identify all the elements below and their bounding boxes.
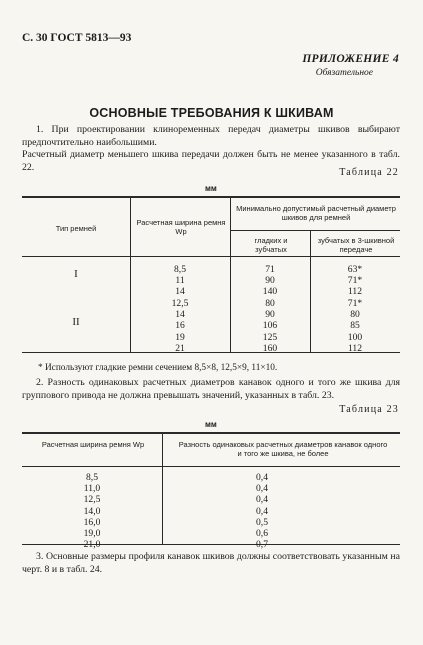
table23-caption: Таблица 23 (339, 404, 399, 415)
table23-top-rule (22, 432, 400, 434)
table22-row-smooth: 80 90 106 125 160 (262, 298, 278, 354)
table22-row-type: II (72, 316, 80, 328)
table22-header-rule (22, 256, 400, 257)
table22-subheader-rule (230, 230, 400, 231)
paragraph-1: 1. При проектировании клиноременных передач диаметры шкивов выбирают предпочтительно наибольшими. (22, 124, 400, 148)
table22-header-toothed: зубчатых в 3-шкивной передаче (317, 236, 395, 254)
appendix-title: ПРИЛОЖЕНИЕ 4 (302, 53, 399, 65)
section-heading: ОСНОВНЫЕ ТРЕБОВАНИЯ К ШКИВАМ (89, 106, 334, 120)
table22-header-smooth: гладких и зубчатых (254, 236, 288, 254)
table23-col-diffs: 0,4 0,4 0,4 0,4 0,5 0,6 0,7 (256, 472, 268, 551)
table22-header-min-diam: Минимально допустимый расчетный диаметр шкивов для ремней (236, 204, 396, 222)
table23-col-widths: 8,5 11,0 12,5 14,0 16,0 19,0 21,0 (83, 472, 101, 551)
table22-row-widths: 12,5 14 16 19 21 (171, 298, 189, 354)
table22-header-type: Тип ремней (55, 224, 97, 233)
table22-footnote: * Используют гладкие ремни сечением 8,5×8, 12,5×9, 11×10. (38, 363, 278, 373)
table22-row-toothed: 63* 71* 112 (347, 264, 363, 298)
table22-row-widths: 8,5 11 14 (174, 264, 186, 298)
paragraph-4: 3. Основные размеры профиля канавок шкивов должны соответствовать указанным на черт. 8 и в табл. 24. (22, 551, 400, 575)
table22-row-smooth: 71 90 140 (262, 264, 278, 298)
table23-header-width: Расчетная ширина ремня Wp (41, 440, 145, 449)
page-header: С. 30 ГОСТ 5813—93 (22, 32, 132, 44)
table23-header-rule (22, 466, 400, 467)
table23-unit: мм (205, 420, 217, 429)
table22-row-type: I (74, 268, 78, 280)
paragraph-2: Расчетный диаметр меньшего шкива передачи должен быть не менее указанного в табл. 22. (22, 149, 400, 173)
appendix-subtitle: Обязательное (315, 68, 373, 78)
paragraph-3: 2. Разность одинаковых расчетных диаметров канавок одного и того же шкива для группового привода не должна превышать значений, указанных в табл. 23. (22, 377, 400, 401)
table22-row-toothed: 71* 80 85 100 112 (347, 298, 363, 354)
table22-top-rule (22, 196, 400, 198)
table22-unit: мм (205, 184, 217, 193)
table23-header-diff: Разность одинаковых расчетных диаметров канавок одного и того же шкива, не более (178, 440, 388, 458)
table22-header-width: Расчетная ширина ремня Wp (136, 218, 226, 236)
table22-caption: Таблица 22 (339, 167, 399, 178)
